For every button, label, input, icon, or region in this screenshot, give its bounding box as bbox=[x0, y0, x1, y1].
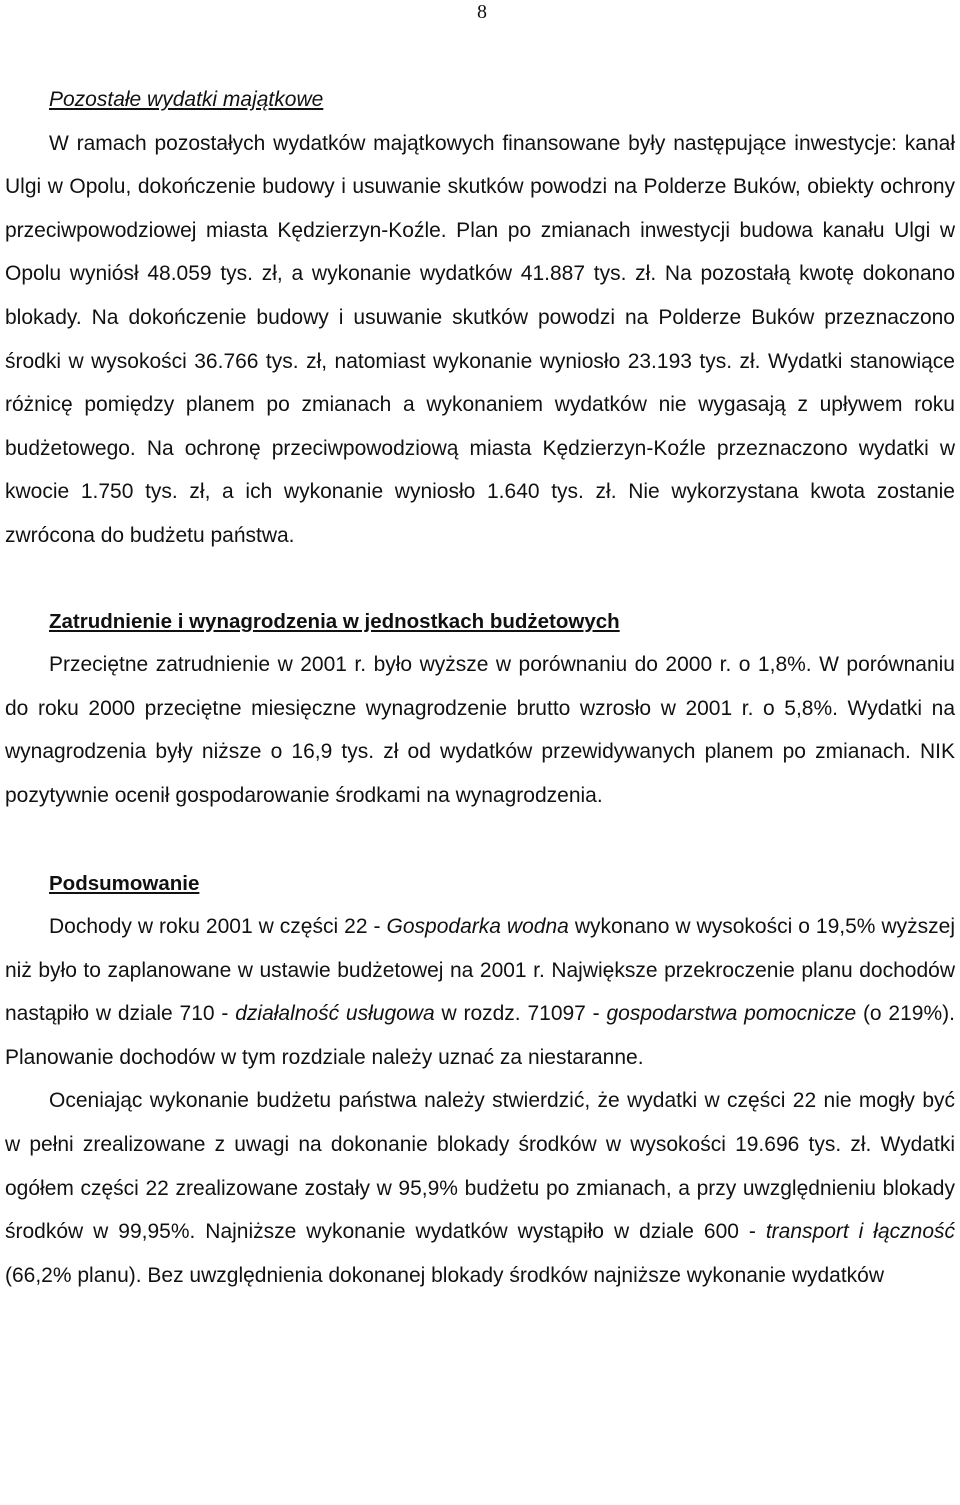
italic-term: transport i łączność bbox=[765, 1220, 955, 1244]
paragraph-summary-revenue bbox=[5, 905, 955, 1079]
text-run: Dochody w roku 2001 w części 22 - bbox=[49, 915, 387, 939]
text-run: w rozdz. 71097 - bbox=[434, 1002, 607, 1026]
section-heading-employment-wages: Zatrudnienie i wynagrodzenia w jednostkach budżetowych bbox=[49, 609, 620, 633]
paragraph-capital-expenditures: W ramach pozostałych wydatków majątkowych finansowane były następujące inwestycje: kanał Ulgi w Opolu, dokończenie budowy i usuwanie skutków powodzi na Polderze Buków, obiekty ochrony przeciwpowodziowej miasta Kędzierzyn-Koźle. Plan po zmianach inwestycji budowa kanału Ulgi w Opolu wyniósł 48.059 tys. zł, a wykonanie wydatków 41.887 tys. zł. Na pozostałą kwotę dokonano blokady. Na dokończenie budowy i usuwanie skutków powodzi na Polderze Buków przeznaczono środki w wysokości 36.766 tys. zł, natomiast wykonanie wyniosło 23.193 tys. zł. Wydatki stanowiące różnicę pomiędzy planem po zmianach a wykonaniem wydatków nie wygasają z upływem roku budżetowego. Na ochronę przeciwpowodziową miasta Kędzierzyn-Koźle przeznaczono wydatki w kwocie 1.750 tys. zł, a ich wykonanie wyniosło 1.640 tys. zł. Nie wykorzystana kwota zostanie zwrócona do budżetu państwa. bbox=[5, 131, 955, 547]
italic-term: Gospodarka wodna bbox=[386, 915, 569, 939]
text-run: Oceniając wykonanie budżetu państwa należy stwierdzić, że wydatki w części 22 nie mogły być w pełni zrealizowane z uwagi na dokonanie blokady środków w wysokości 19.696 tys. zł. Wydatki ogółem części 22 zrealizowane zostały w 95,9% budżetu po zmianach, a przy uwzględnieniu blokady środków w 99,95%. Najniższe wykonanie wydatków wystąpiło w dziale 600 - bbox=[5, 1089, 955, 1244]
section-spacer bbox=[5, 818, 955, 862]
document-body bbox=[5, 78, 955, 1297]
section-spacer bbox=[5, 558, 955, 600]
section-heading-other-capital-expenditures: Pozostałe wydatki majątkowe bbox=[49, 88, 324, 111]
paragraph-employment-wages: Przeciętne zatrudnienie w 2001 r. było wyższe w porównaniu do 2000 r. o 1,8%. W porównaniu do roku 2000 przeciętne miesięczne wynagrodzenie brutto wzrosło w 2001 r. o 5,8%. Wydatki na wynagrodzenia były niższe o 16,9 tys. zł od wydatków przewidywanych planem po zmianach. NIK pozytywnie ocenił gospodarowanie środkami na wynagrodzenia. bbox=[5, 653, 955, 807]
text-run: (o 219%). Planowanie dochodów w tym rozdziale należy uznać za niestaranne. bbox=[5, 1002, 955, 1069]
text-run: wykonano w wysokości o 19,5% wyższej niż było to zaplanowane w ustawie budżetowej na 2001 r. Największe przekroczenie planu dochodów nastąpiło w dziale 710 - bbox=[5, 915, 955, 1026]
italic-term: działalność usługowa bbox=[235, 1002, 435, 1026]
page-number: 8 bbox=[477, 1, 487, 23]
section-heading-summary: Podsumowanie bbox=[49, 871, 200, 895]
text-run: (66,2% planu). Bez uwzględnienia dokonanej blokady środków najniższe wykonanie wydatków bbox=[5, 1263, 885, 1287]
paragraph-summary-expenditures bbox=[5, 1079, 955, 1297]
italic-term: gospodarstwa pomocnicze bbox=[606, 1002, 857, 1026]
